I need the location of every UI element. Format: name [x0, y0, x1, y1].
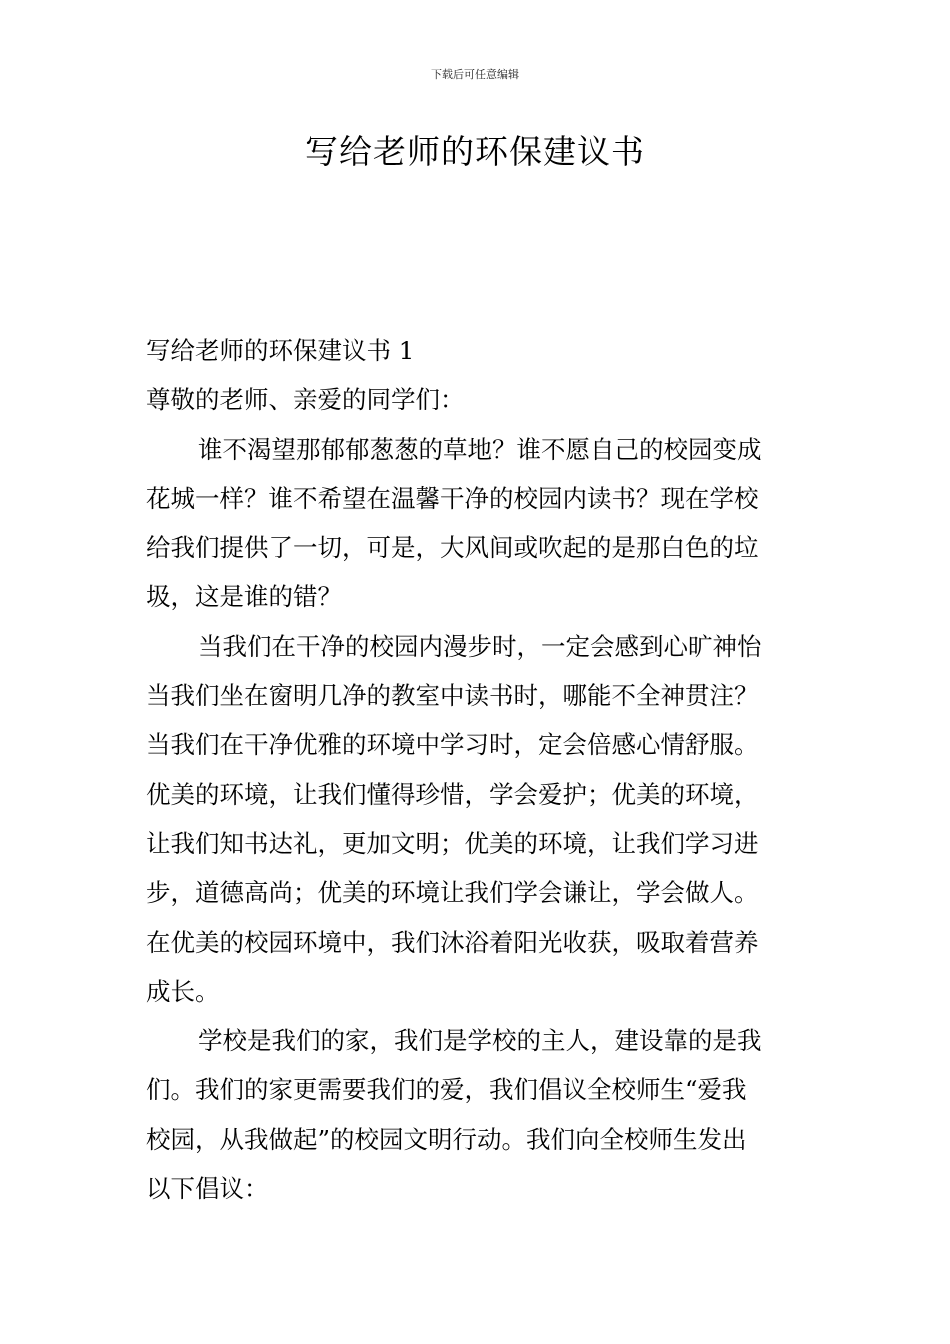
paragraph-line: 优美的环境，让我们懂得珍惜，学会爱护；优美的环境， [146, 779, 759, 809]
download-note: 下载后可任意编辑 [431, 68, 519, 81]
paragraph-2 [146, 622, 808, 1016]
paragraph-line: 圾，这是谁的错？ [146, 582, 342, 612]
paragraph-line: 在优美的校园环境中，我们沐浴着阳光收获，吸取着营养 [146, 927, 759, 957]
paragraph-line: 们。我们的家更需要我们的爱，我们倡议全校师生“爱我 [146, 1075, 747, 1105]
document-body [146, 326, 808, 1213]
salutation: 尊敬的老师、亲爱的同学们： [146, 385, 465, 415]
paragraph-line: 以下倡议： [146, 1174, 269, 1204]
paragraph-line: 谁不渴望那郁郁葱葱的草地？谁不愿自己的校园变成 [198, 434, 762, 464]
section-heading: 写给老师的环保建议书 1 [146, 336, 415, 365]
document-title: 写给老师的环保建议书 [305, 132, 645, 171]
paragraph-line: 花城一样？谁不希望在温馨干净的校园内读书？现在学校 [146, 483, 759, 513]
paragraph-line: 学校是我们的家，我们是学校的主人，建设靠的是我 [198, 1026, 762, 1056]
paragraph-3 [146, 1016, 808, 1213]
paragraph-line: 当我们坐在窗明几净的教室中读书时，哪能不全神贯注？ [146, 681, 759, 711]
paragraph-line: 让我们知书达礼，更加文明；优美的环境，让我们学习进 [146, 828, 759, 858]
paragraph-line: 给我们提供了一切，可是，大风间或吹起的是那白色的垃 [146, 533, 759, 563]
paragraph-line: 成长。 [146, 976, 220, 1006]
paragraph-line: 当我们在干净的校园内漫步时，一定会感到心旷神怡 [198, 631, 762, 661]
paragraph-1 [146, 425, 808, 622]
paragraph-line: 校园，从我做起”的校园文明行动。我们向全校师生发出 [146, 1124, 747, 1154]
paragraph-line: 当我们在干净优雅的环境中学习时，定会倍感心情舒服。 [146, 730, 759, 760]
paragraph-line: 步，道德高尚；优美的环境让我们学会谦让，学会做人。 [146, 878, 759, 908]
